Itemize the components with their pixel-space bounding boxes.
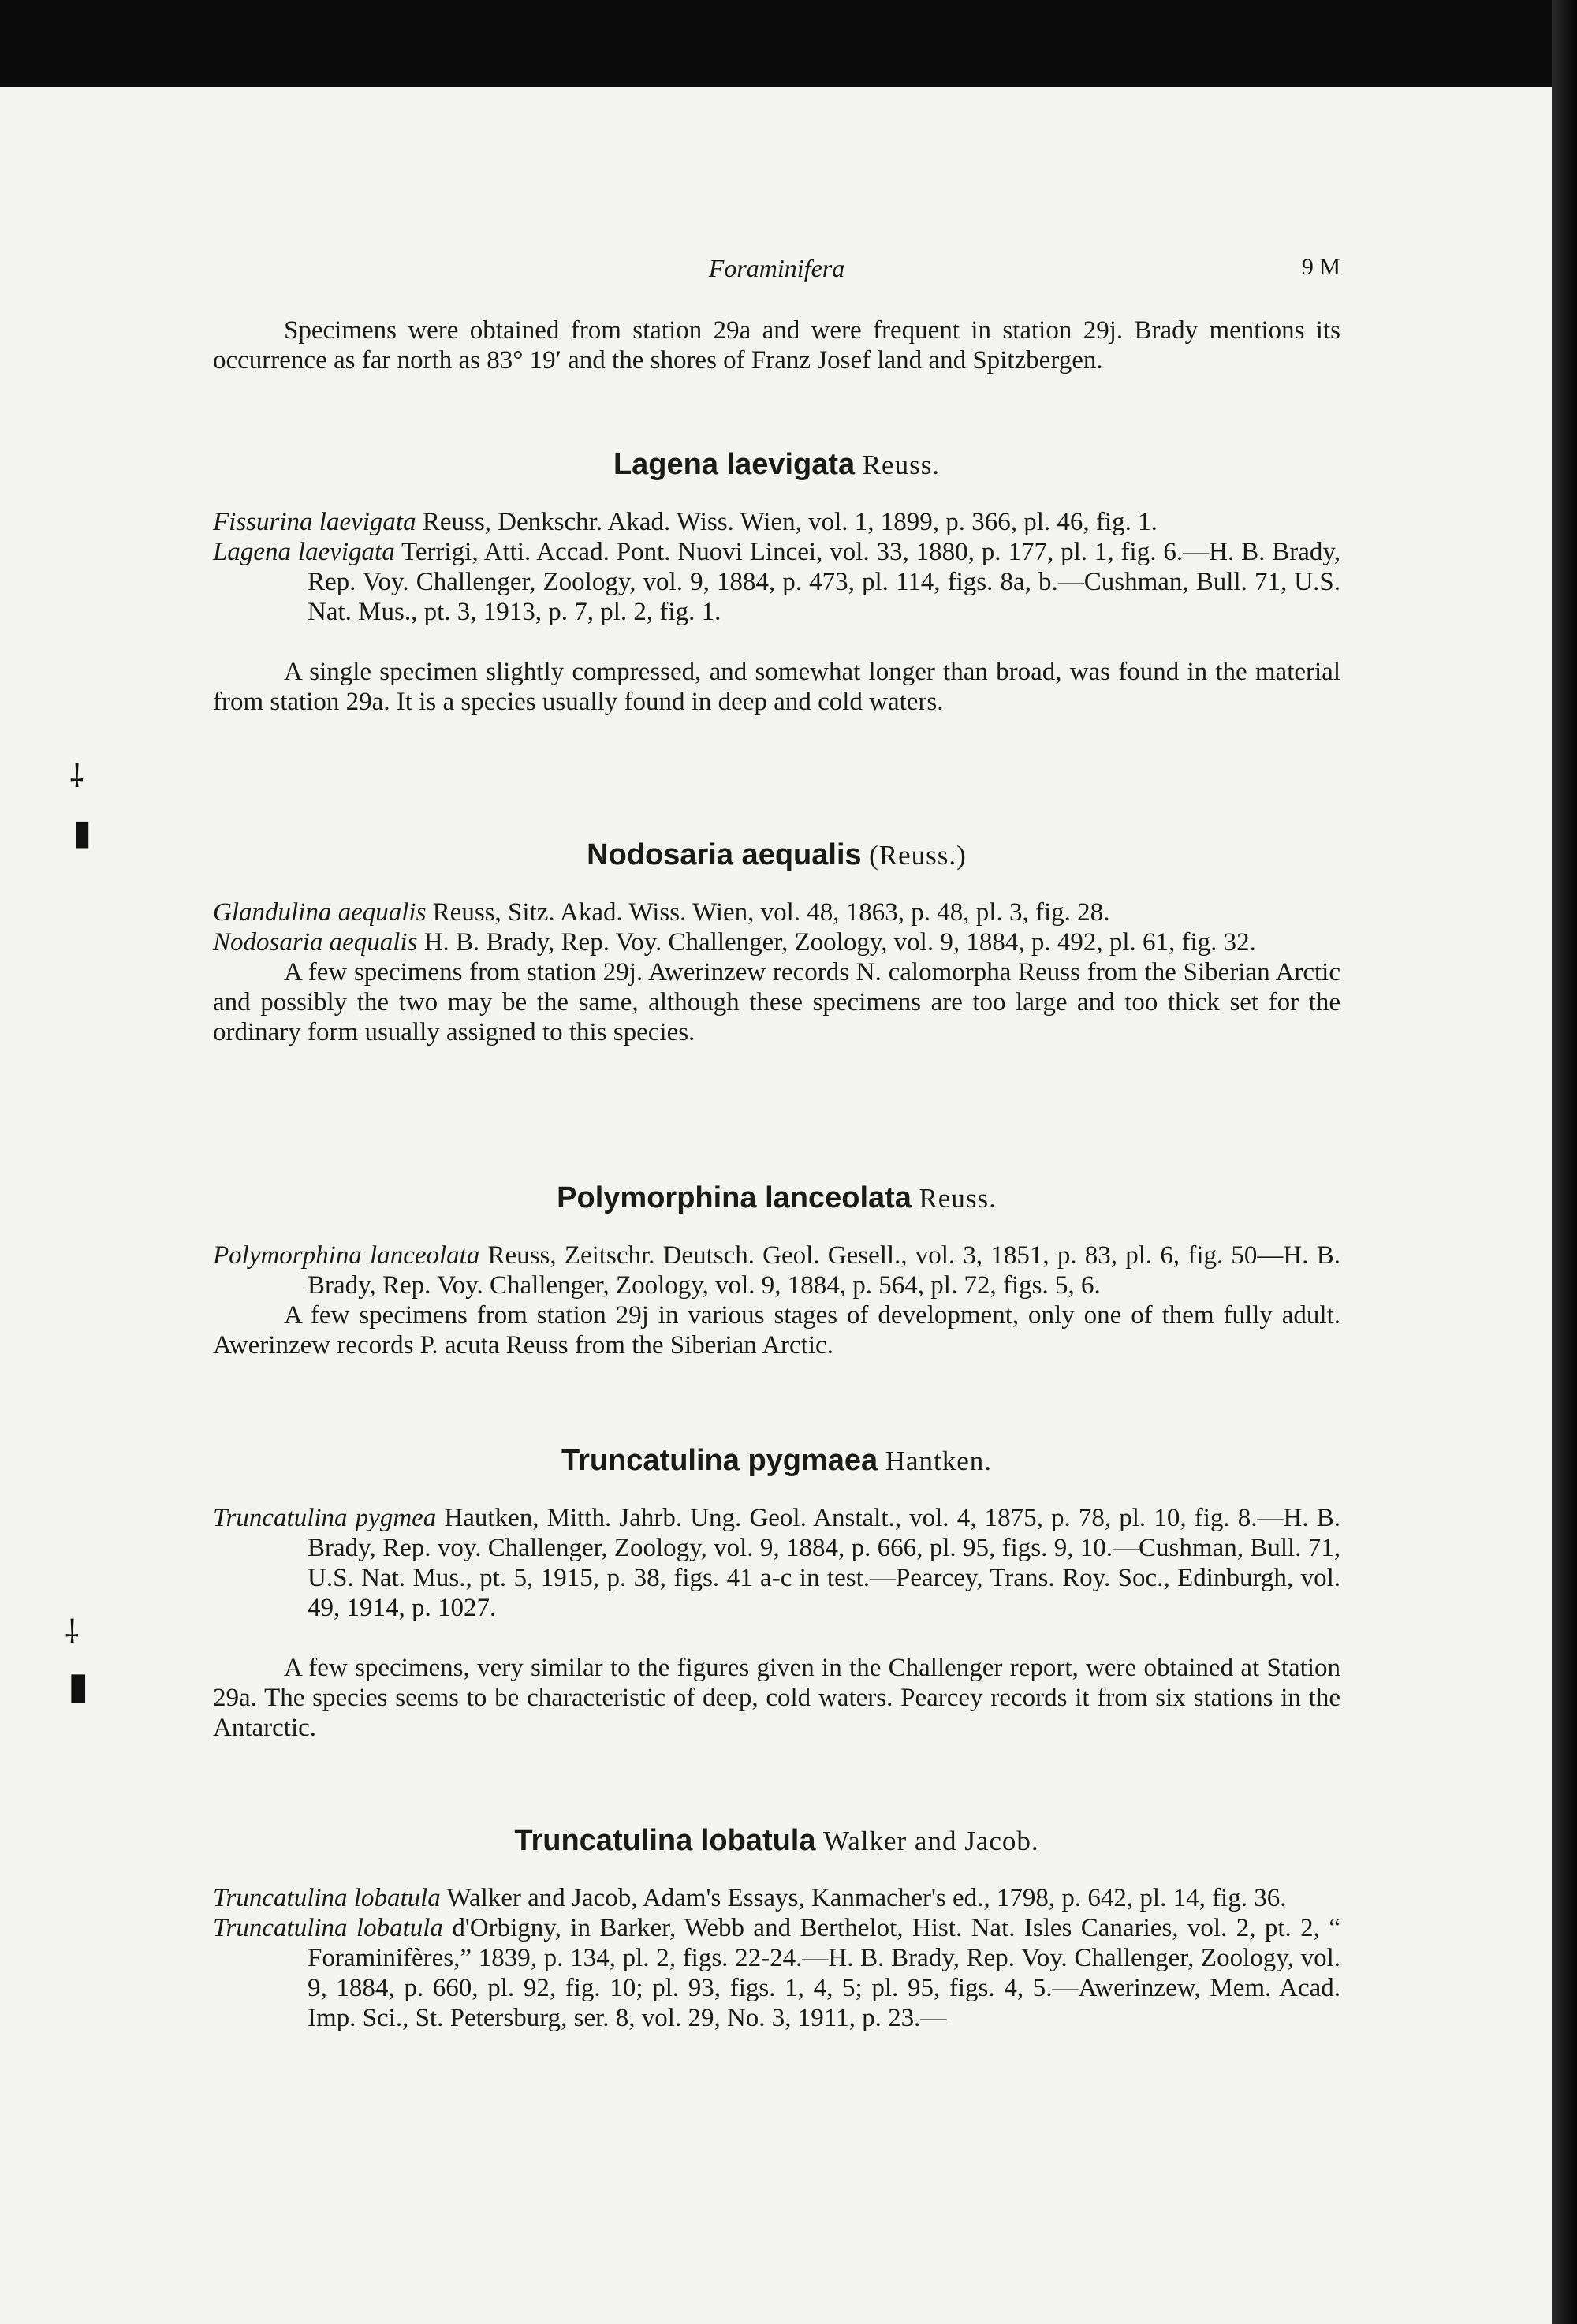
synonymy-reference [213,1503,1340,1623]
species-name: Nodosaria aequalis [587,838,862,871]
page-number: 9 M [1301,254,1340,280]
intro-paragraph: Specimens were obtained from station 29a and were frequent in station 29j. Brady mentions its occurrence as far north as 83° 19′ and the shores of Franz Josef land and Spitzbergen. [213,316,1340,375]
species-author: (Reuss.) [869,840,967,871]
taxon-name: Polymorphina lanceolata [213,1241,480,1270]
margin-mark-icon: ⸸ [65,1614,80,1651]
species-author: Walker and Jacob. [823,1826,1039,1856]
species-author: Hantken. [885,1446,993,1476]
reference-citation: Reuss, Denkschr. Akad. Wiss. Wien, vol. 1, 1899, p. 366, pl. 46, fig. 1. [416,508,1158,536]
species-author: Reuss. [862,450,941,480]
taxon-name: Fissurina laevigata [213,508,416,536]
reference-citation: Reuss, Zeitschr. Deutsch. Geol. Gesell., vol. 3, 1851, p. 83, pl. 6, fig. 50—H. B. Brady, Rep. Voy. Challenger, Zoology, vol. 9, 1884, p. 564, pl. 72, figs. 5, 6. [308,1241,1340,1300]
margin-mark-icon: ▮ [73,812,92,852]
synonymy-reference [213,1883,1340,1913]
margin-mark-icon: ⸸ [69,759,84,795]
species-heading [213,1183,1340,1214]
reference-citation: Terrigi, Atti. Accad. Pont. Nuovi Lincei, vol. 33, 1880, p. 177, pl. 1, fig. 6.—H. B. Brady, Rep. Voy. Challenger, Zoology, vol. 9, 1884, p. 473, pl. 114, figs. 8a, b.—Cushman, Bull. 71, U.S. Nat. Mus., pt. 3, 1913, p. 7, pl. 2, fig. 1. [308,538,1340,626]
species-heading [213,1826,1340,1856]
species-name: Polymorphina lanceolata [557,1181,912,1214]
reference-citation: H. B. Brady, Rep. Voy. Challenger, Zoology, vol. 9, 1884, p. 492, pl. 61, fig. 32. [417,928,1256,957]
synonymy-reference [213,927,1340,957]
margin-mark-icon: ▮ [68,1664,89,1708]
taxon-name: Glandulina aequalis [213,898,427,927]
species-note: A few specimens from station 29j. Awerinzew records N. calomorpha Reuss from the Siberian Arctic and possibly the two may be the same, although these specimens are too large and too thick set for the ordinary form usually assigned to this species. [213,958,1340,1046]
taxon-name: Nodosaria aequalis [213,928,418,957]
species-entry-nodosaria-aequalis [213,840,1340,1047]
species-name: Lagena laevigata [613,448,856,481]
species-name: Truncatulina pygmaea [561,1444,878,1477]
species-name: Truncatulina lobatula [514,1824,816,1857]
species-note: A few specimens, very similar to the figures given in the Challenger report, were obtained at Station 29a. The species seems to be characteristic of deep, cold waters. Pearcey records it from six stations in the Antarctic. [213,1654,1340,1742]
species-entry-polymorphina-lanceolata [213,1183,1340,1360]
synonymy-reference [213,537,1340,627]
species-heading [213,450,1340,480]
taxon-name: Truncatulina lobatula [213,1914,443,1942]
taxon-name: Truncatulina lobatula [213,1884,441,1912]
species-entry-lagena-laevigata [213,450,1340,717]
reference-citation: Hautken, Mitth. Jahrb. Ung. Geol. Anstalt., vol. 4, 1875, p. 78, pl. 10, fig. 8.—H. B. Brady, Rep. voy. Challenger, Zoology, vol. 9, 1884, p. 666, pl. 95, figs. 9, 10.—Cushman, Bull. 71, U.S. Nat. Mus., pt. 5, 1915, p. 38, figs. 41 a-c in test.—Pearcey, Trans. Roy. Soc., Edinburgh, vol. 49, 1914, p. 1027. [308,1504,1340,1622]
running-header [213,254,1340,285]
synonymy-reference [213,1913,1340,2033]
synonymy-reference [213,507,1340,537]
taxon-name: Truncatulina pygmea [213,1504,437,1532]
synonymy-reference [213,897,1340,927]
species-author: Reuss. [919,1183,997,1214]
page-edge-shadow [1552,0,1577,2324]
reference-citation: Walker and Jacob, Adam's Essays, Kanmacher's ed., 1798, p. 642, pl. 14, fig. 36. [440,1884,1287,1912]
species-note: A few specimens from station 29j in various stages of development, only one of them fully adult. Awerinzew records P. acuta Reuss from the Siberian Arctic. [213,1301,1340,1360]
reference-citation: d'Orbigny, in Barker, Webb and Berthelot, Hist. Nat. Isles Canaries, vol. 2, pt. 2, “ Foraminifères,” 1839, p. 134, pl. 2, figs. 22-24.—H. B. Brady, Rep. Voy. Challenger, Zoology, vol. 9, 1884, p. 660, pl. 92, fig. 10; pl. 93, figs. 1, 4, 5; pl. 95, figs. 4, 5.—Awerinzew, Mem. Acad. Imp. Sci., St. Petersburg, ser. 8, vol. 29, No. 3, 1911, p. 23.— [308,1914,1340,2032]
intro-block [213,315,1340,375]
taxon-name: Lagena laevigata [213,538,395,566]
species-entry-truncatulina-pygmaea [213,1446,1340,1743]
species-note: A single specimen slightly compressed, and somewhat longer than broad, was found in the material from station 29a. It is a species usually found in deep and cold waters. [213,658,1340,716]
running-title: Foraminifera [708,254,845,282]
synonymy-reference [213,1240,1340,1300]
reference-citation: Reuss, Sitz. Akad. Wiss. Wien, vol. 48, 1863, p. 48, pl. 3, fig. 28. [426,898,1110,927]
species-heading [213,840,1340,871]
species-heading [213,1446,1340,1476]
species-entry-truncatulina-lobatula [213,1826,1340,2033]
